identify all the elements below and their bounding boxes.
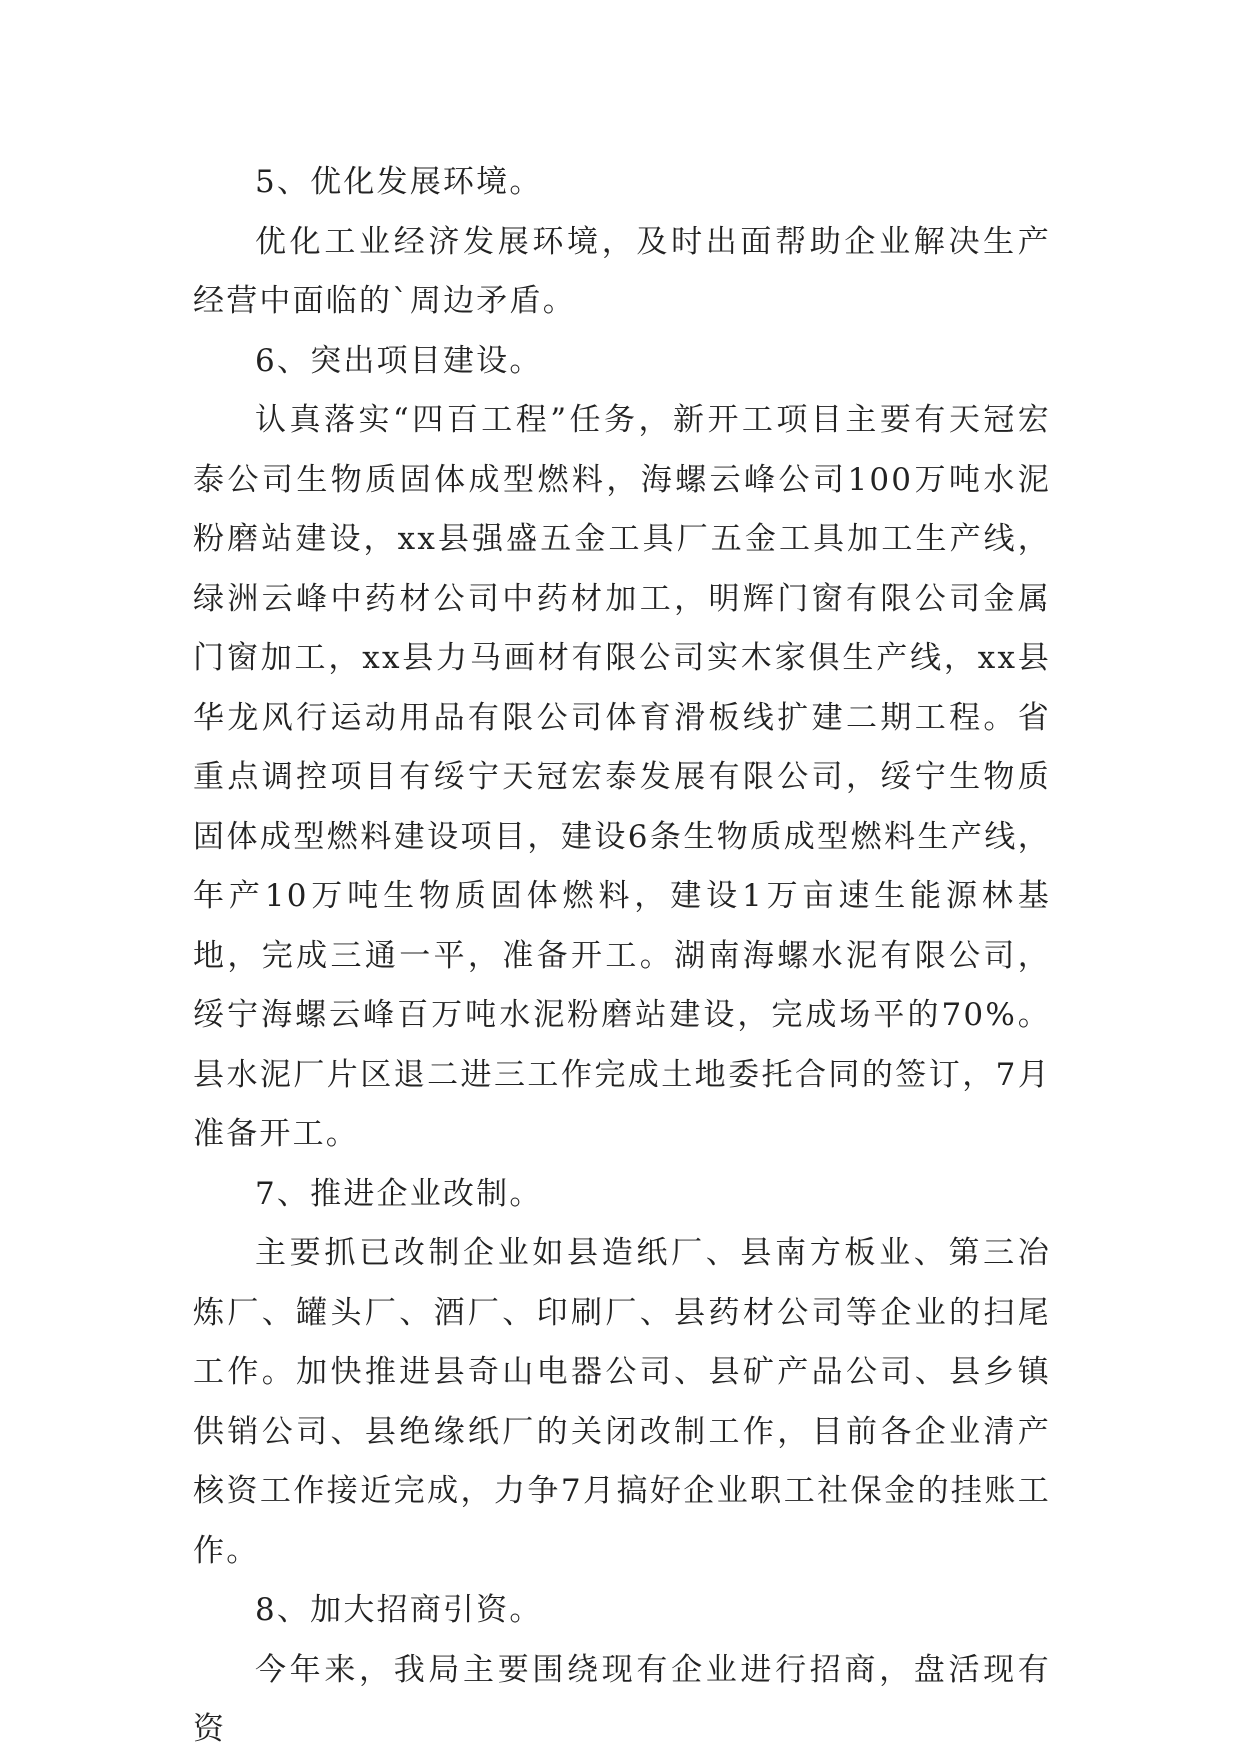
paragraph-investment: 今年来，我局主要围绕现有企业进行招商，盘活现有资 (193, 1651, 1051, 1747)
document-body (193, 153, 1051, 1760)
paragraph-restructuring: 主要抓已改制企业如县造纸厂、县南方板业、第三冶炼厂、罐头厂、酒厂、印刷厂、县药材公司等企业的扫尾工作。加快推进县奇山电器公司、县矿产品公司、县乡镇供销公司、县绝缘纸厂的关闭改制工作，目前各企业清产核资工作接近完成，力争7月搞好企业职工社保金的挂账工作。 (193, 1235, 1051, 1569)
paragraph-projects: 认真落实“四百工程”任务，新开工项目主要有天冠宏泰公司生物质固体成型燃料，海螺云峰公司100万吨水泥粉磨站建设，xx县强盛五金工具厂五金工具加工生产线，绿洲云峰中药材公司中药材加工，明辉门窗有限公司金属门窗加工，xx县力马画材有限公司实木家俱生产线，xx县华龙风行运动用品有限公司体育滑板线扩建二期工程。省重点调控项目有绥宁天冠宏泰发展有限公司，绥宁生物质固体成型燃料建设项目，建设6条生物质成型燃料生产线，年产10万吨生物质固体燃料，建设1万亩速生能源林基地，完成三通一平，准备开工。湖南海螺水泥有限公司，绥宁海螺云峰百万吨水泥粉磨站建设，完成场平的70%。县水泥厂片区退二进三工作完成土地委托合同的签订，7月准备开工。 (193, 402, 1051, 1152)
section-heading-5: 5、优化发展环境。 (255, 164, 543, 200)
section-heading-6: 6、突出项目建设。 (255, 342, 543, 379)
section-heading-8: 8、加大招商引资。 (255, 1592, 543, 1628)
section-heading-7: 7、推进企业改制。 (255, 1175, 543, 1212)
paragraph-environment: 优化工业经济发展环境，及时出面帮助企业解决生产经营中面临的`周边矛盾。 (193, 223, 1051, 319)
